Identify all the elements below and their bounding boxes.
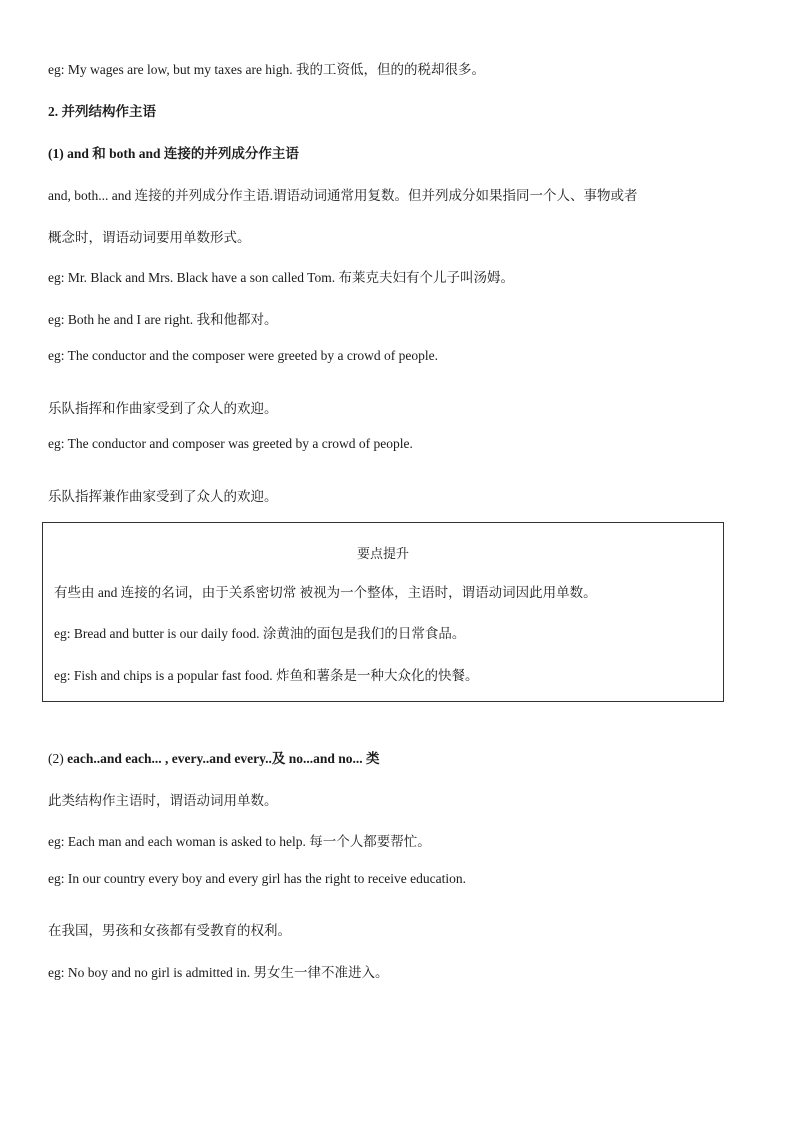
example-conductor-and-composer: eg: The conductor and composer was greeted by a crowd of people.: [48, 436, 413, 451]
example-both-he: eg: Both he and I are right. 我和他都对。: [48, 312, 278, 327]
example-conductor-composer: eg: The conductor and the composer were greeted by a crowd of people.: [48, 348, 438, 363]
example-no-boy: eg: No boy and no girl is admitted in. 男女生一律不准进入。: [48, 965, 389, 980]
example-each-man: eg: Each man and each woman is asked to help. 每一个人都要帮忙。: [48, 834, 431, 849]
subheading-each-every-no: [48, 750, 380, 768]
example-conductor-composer-cn: 乐队指挥和作曲家受到了众人的欢迎。: [48, 401, 278, 416]
example-conductor-and-composer-cn: 乐队指挥兼作曲家受到了众人的欢迎。: [48, 489, 278, 504]
key-points-title: 要点提升: [356, 546, 409, 561]
paragraph-each-singular: 此类结构作主语时，谓语动词用单数。: [48, 793, 278, 808]
paragraph-and-both-line2: 概念时，谓语动词要用单数形式。: [48, 230, 251, 245]
example-wages: eg: My wages are low, but my taxes are high. 我的工资低，但的的税却很多。: [48, 62, 486, 77]
paragraph-and-both-line1: and, both... and 连接的并列成分作主语.谓语动词通常用复数。但并列成分如果指同一个人、事物或者: [48, 188, 638, 203]
key-points-example-bread: eg: Bread and butter is our daily food. 涂黄油的面包是我们的日常食品。: [54, 626, 466, 641]
key-points-box: [42, 522, 724, 702]
heading-parallel-subject: 2. 并列结构作主语: [48, 104, 156, 119]
subheading-each-prefix: (2): [48, 751, 68, 766]
example-every-boy: eg: In our country every boy and every girl has the right to receive education.: [48, 871, 466, 886]
example-every-boy-cn: 在我国，男孩和女孩都有受教育的权利。: [48, 923, 291, 938]
key-points-rule: 有些由 and 连接的名词，由于关系密切常 被视为一个整体，主语时，谓语动词因此用单数。: [54, 585, 597, 600]
subheading-each-bold: each..and each... , every..and every..及 no...and no... 类: [67, 751, 380, 766]
example-mr-black: eg: Mr. Black and Mrs. Black have a son called Tom. 布莱克夫妇有个儿子叫汤姆。: [48, 270, 514, 285]
key-points-example-fish: eg: Fish and chips is a popular fast food. 炸鱼和薯条是一种大众化的快餐。: [54, 668, 479, 683]
subheading-and-both: (1) and 和 both and 连接的并列成分作主语: [48, 146, 299, 161]
